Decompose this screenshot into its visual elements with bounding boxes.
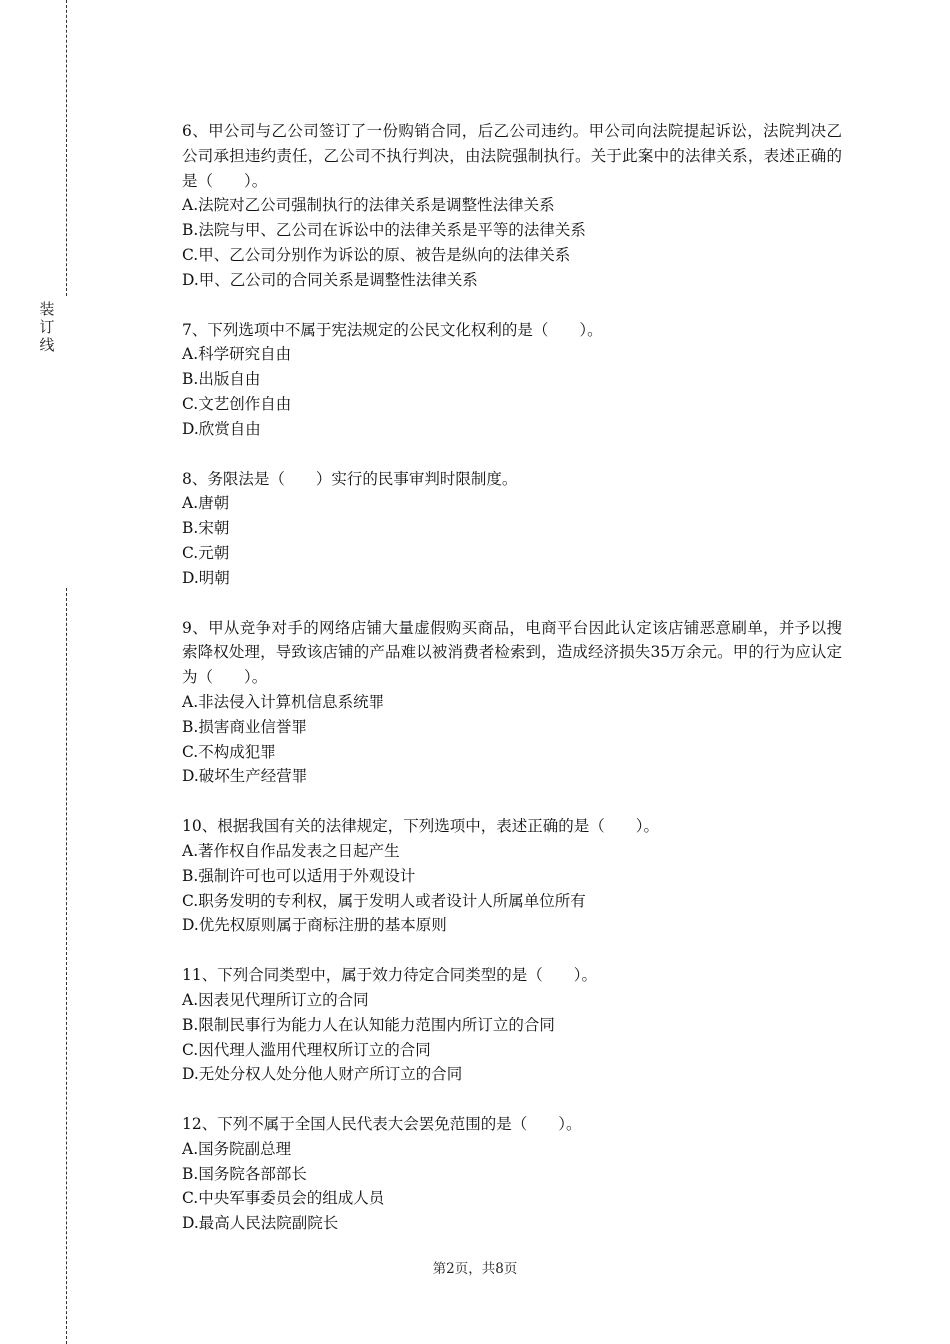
option-c: C.职务发明的专利权，属于发明人或者设计人所属单位所有 — [182, 891, 586, 910]
question-stem: 6、甲公司与乙公司签订了一份购销合同，后乙公司违约。甲公司向法院提起诉讼，法院判决乙公司承担违约责任，乙公司不执行判决，由法院强制执行。关于此案中的法律关系，表述正确的是（ ）。 — [182, 122, 842, 190]
question-10 — [182, 814, 842, 938]
question-stem: 12、下列不属于全国人民代表大会罢免范围的是（ ）。 — [182, 1115, 582, 1134]
option-b: B.出版自由 — [182, 370, 261, 389]
option-d: D.明朝 — [182, 568, 230, 587]
page-number: 第2页，共8页 — [432, 1261, 518, 1277]
option-b: B.国务院各部部长 — [182, 1164, 307, 1183]
question-11 — [182, 963, 842, 1087]
question-8 — [182, 467, 842, 591]
question-9 — [182, 616, 842, 790]
option-d: D.优先权原则属于商标注册的基本原则 — [182, 916, 447, 935]
binding-label-char: 装 — [39, 300, 55, 318]
option-d: D.破坏生产经营罪 — [182, 767, 308, 786]
option-a: A.法院对乙公司强制执行的法律关系是调整性法律关系 — [182, 196, 555, 215]
option-b: B.法院与甲、乙公司在诉讼中的法律关系是平等的法律关系 — [182, 221, 586, 240]
option-c: C.文艺创作自由 — [182, 394, 292, 413]
option-b: B.限制民事行为能力人在认知能力范围内所订立的合同 — [182, 1015, 555, 1034]
option-a: A.国务院副总理 — [182, 1139, 292, 1158]
option-d: D.无处分权人处分他人财产所订立的合同 — [182, 1065, 463, 1084]
option-a: A.非法侵入计算机信息系统罪 — [182, 692, 385, 711]
question-7 — [182, 318, 842, 442]
binding-line-bottom — [66, 588, 67, 1344]
option-a: A.唐朝 — [182, 494, 230, 513]
question-stem: 9、甲从竞争对手的网络店铺大量虚假购买商品，电商平台因此认定该店铺恶意刷单，并予以搜索降权处理，导致该店铺的产品难以被消费者检索到，造成经济损失35万余元。甲的行为应认定为（ ）。 — [182, 618, 842, 687]
question-stem: 7、下列选项中不属于宪法规定的公民文化权利的是（ ）。 — [182, 320, 603, 339]
question-6 — [182, 119, 842, 293]
question-stem: 8、务限法是（ ）实行的民事审判时限制度。 — [182, 469, 518, 488]
option-d: D.最高人民法院副院长 — [182, 1214, 339, 1233]
option-c: C.不构成犯罪 — [182, 742, 276, 761]
binding-label-char: 订 — [39, 318, 55, 336]
option-a: A.因表见代理所订立的合同 — [182, 990, 369, 1009]
question-12 — [182, 1112, 842, 1236]
option-c: C.甲、乙公司分别作为诉讼的原、被告是纵向的法律关系 — [182, 245, 571, 264]
option-c: C.中央军事委员会的组成人员 — [182, 1189, 385, 1208]
option-c: C.因代理人滥用代理权所订立的合同 — [182, 1040, 431, 1059]
question-list — [182, 119, 842, 1261]
option-a: A.科学研究自由 — [182, 345, 292, 364]
option-b: B.强制许可也可以适用于外观设计 — [182, 866, 416, 885]
binding-line-top — [66, 0, 67, 296]
option-b: B.损害商业信誉罪 — [182, 717, 307, 736]
binding-label-char: 线 — [39, 336, 55, 354]
option-a: A.著作权自作品发表之日起产生 — [182, 841, 400, 860]
question-stem: 11、下列合同类型中，属于效力待定合同类型的是（ ）。 — [182, 966, 597, 985]
option-b: B.宋朝 — [182, 519, 230, 538]
question-stem: 10、根据我国有关的法律规定，下列选项中，表述正确的是（ ）。 — [182, 817, 659, 836]
option-d: D.甲、乙公司的合同关系是调整性法律关系 — [182, 270, 478, 289]
binding-label — [37, 300, 57, 354]
option-c: C.元朝 — [182, 543, 230, 562]
option-d: D.欣赏自由 — [182, 419, 261, 438]
